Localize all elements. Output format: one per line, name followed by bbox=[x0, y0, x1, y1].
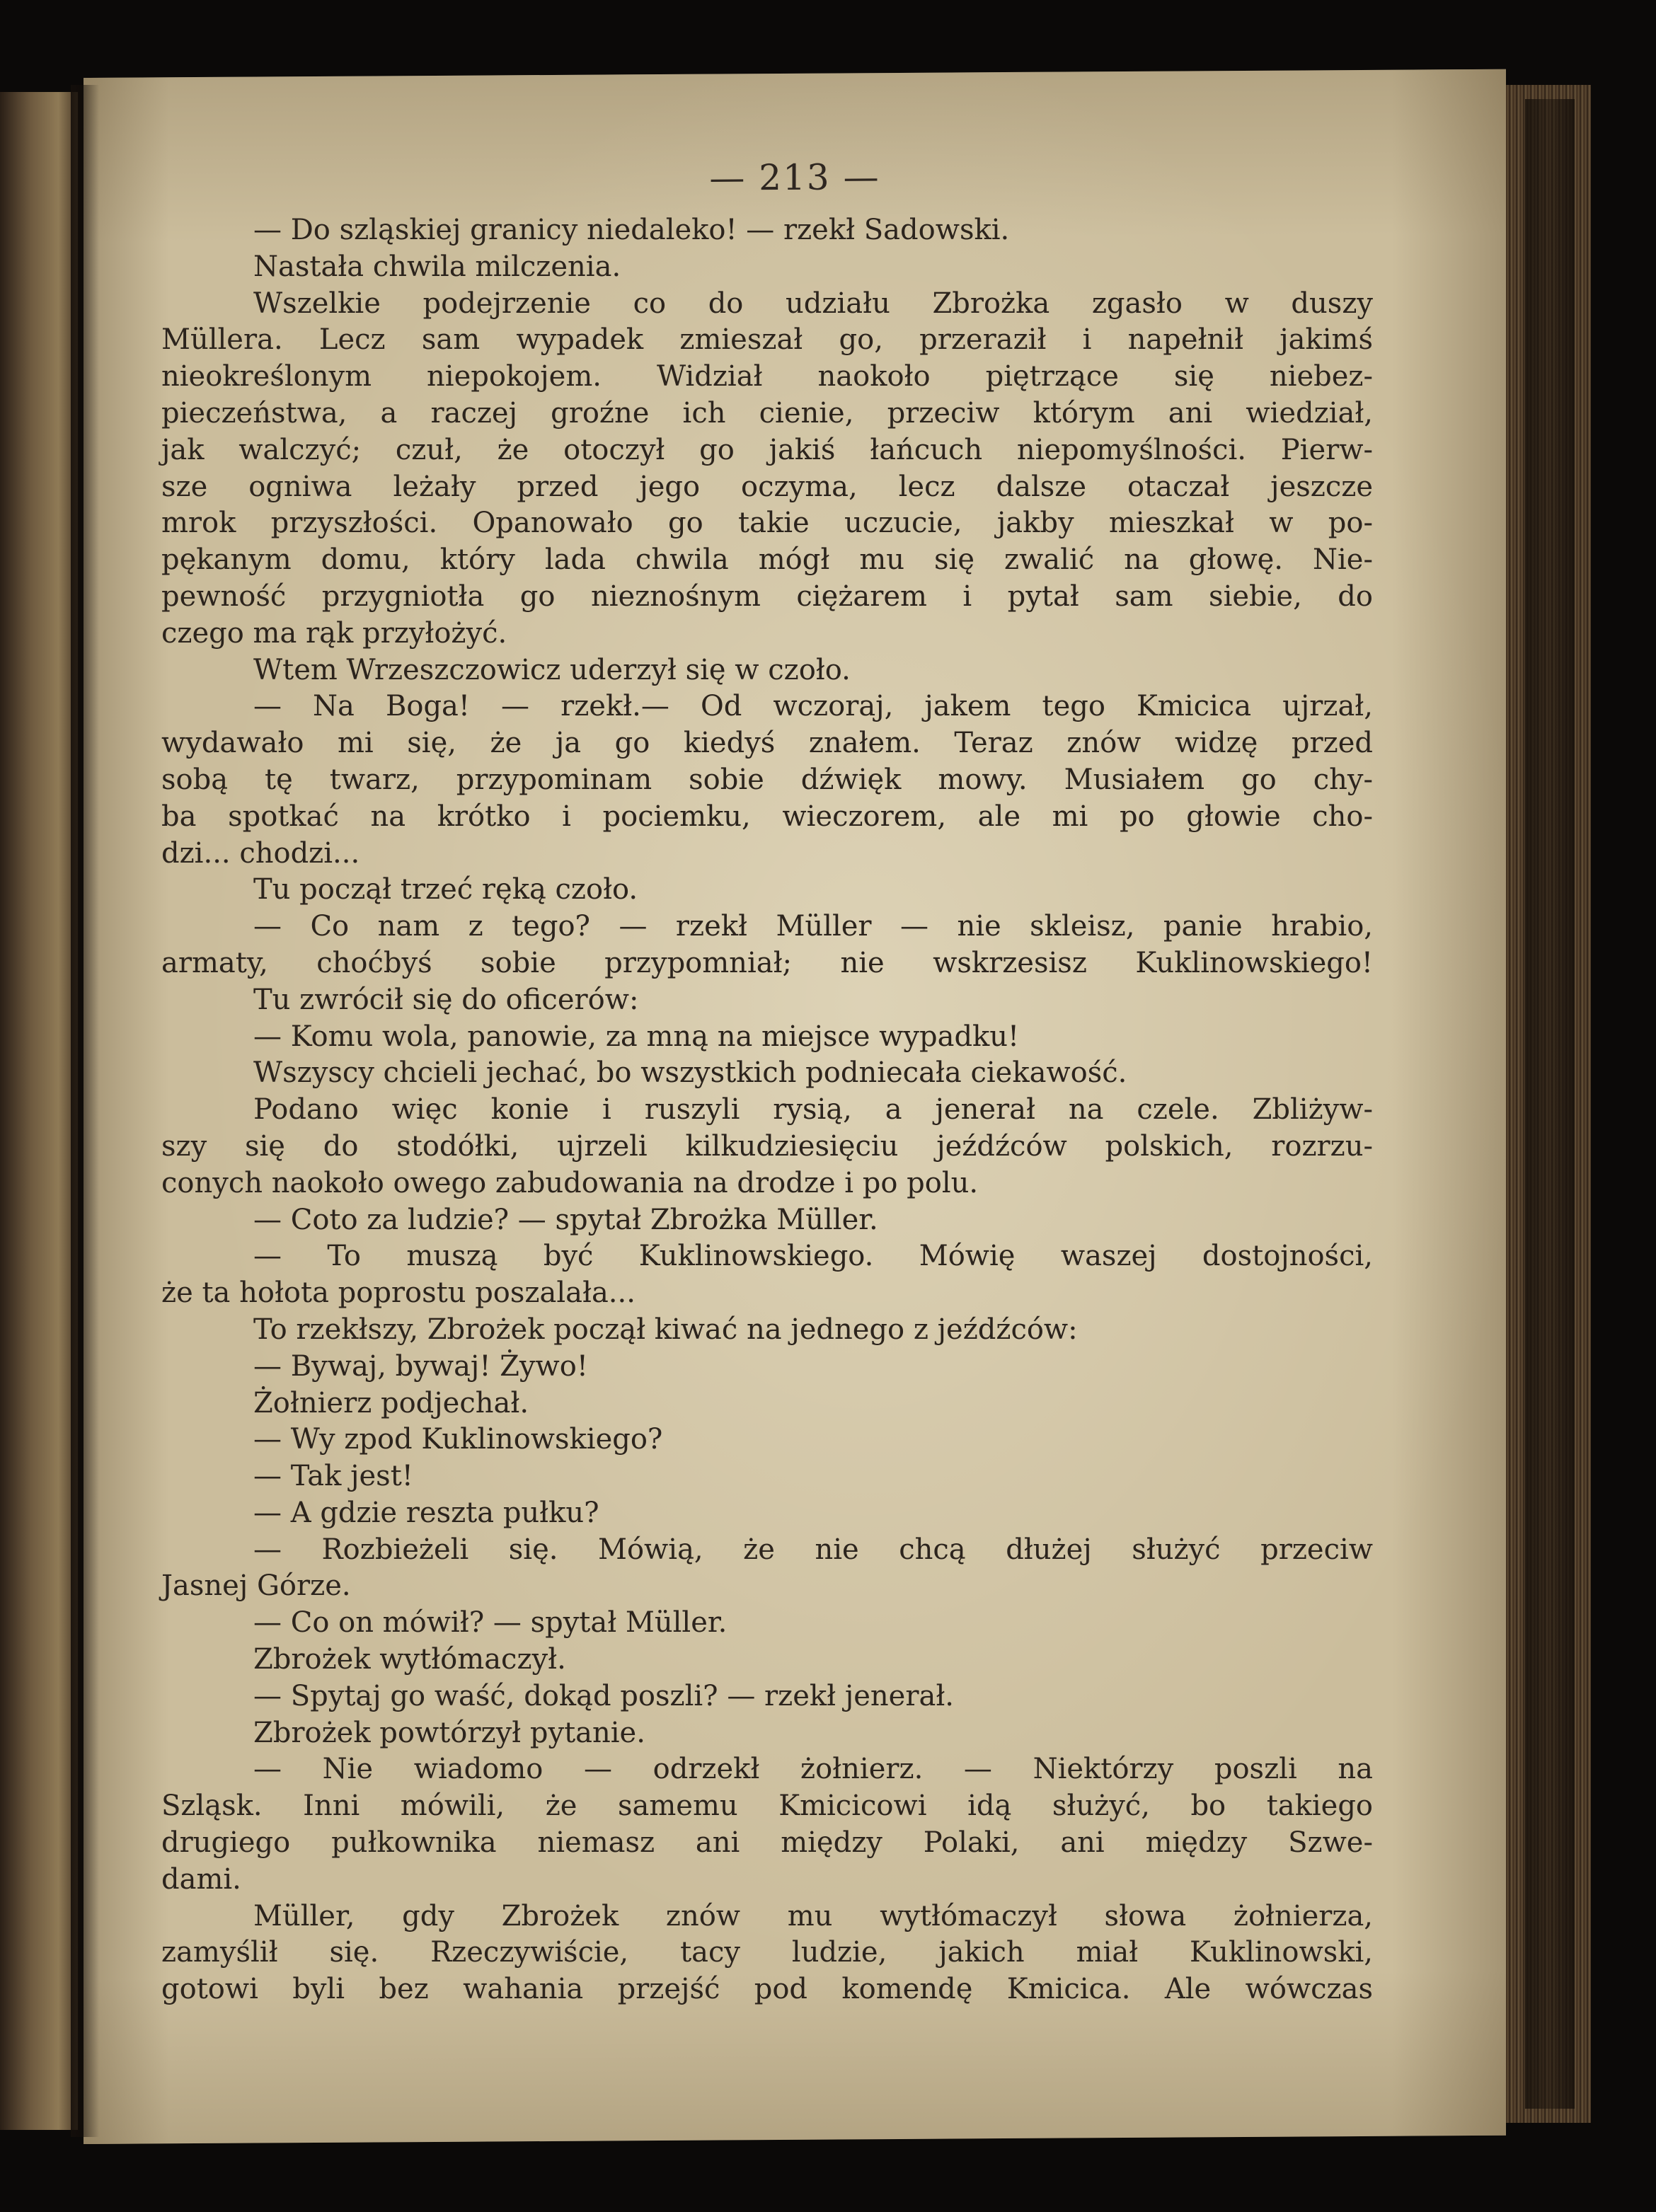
text-line: Wszelkie podejrzenie co do udziału Zbrożka zgasło w duszy bbox=[253, 287, 1373, 320]
text-line: — To muszą być Kuklinowskiego. Mówię waszej dostojności, bbox=[253, 1240, 1373, 1273]
text-line: Tu zwrócił się do oficerów: bbox=[253, 983, 639, 1016]
text-line: Jasnej Górze. bbox=[161, 1569, 351, 1603]
text-line: Müller, gdy Zbrożek znów mu wytłómaczył słowa żołnierza, bbox=[253, 1899, 1373, 1932]
page-number: — 213 — bbox=[709, 156, 880, 199]
text-line: pękanym domu, który lada chwila mógł mu się zwalić na głowę. Nie- bbox=[161, 543, 1373, 577]
text-line: — Wy zpod Kuklinowskiego? bbox=[253, 1423, 663, 1456]
text-line: — Do szląskiej granicy niedaleko! — rzekł Sadowski. bbox=[253, 214, 1010, 246]
text-line: szy się do stodółki, ujrzeli kilkudziesięciu jeźdźców polskich, rozrzu- bbox=[161, 1129, 1373, 1163]
text-line: — Komu wola, panowie, za mną na miejsce wypadku! bbox=[253, 1020, 1020, 1053]
page-text bbox=[161, 212, 1373, 2008]
book-edge-shadow bbox=[1525, 99, 1575, 2109]
text-line: nieokreślonym niepokojem. Widział naokoło piętrzące się niebez- bbox=[161, 360, 1373, 393]
text-line: — Spytaj go waść, dokąd poszli? — rzekł jenerał. bbox=[253, 1679, 954, 1712]
text-line: Żołnierz podjechał. bbox=[253, 1386, 529, 1419]
text-line: gotowi byli bez wahania przejść pod komendę Kmicica. Ale wówczas bbox=[161, 1973, 1373, 2006]
text-line: mrok przyszłości. Opanowało go takie uczucie, jakby mieszkał w po- bbox=[161, 507, 1373, 540]
text-line: zamyślił się. Rzeczywiście, tacy ludzie, jakich miał Kuklinowski, bbox=[161, 1936, 1373, 1969]
text-line: dami. bbox=[161, 1862, 241, 1896]
text-line: — Coto za ludzie? — spytał Zbrożka Müller. bbox=[253, 1203, 878, 1236]
text-line: wydawało mi się, że ja go kiedyś znałem. Teraz znów widzę przed bbox=[161, 727, 1373, 760]
text-line: Wtem Wrzeszczowicz uderzył się w czoło. bbox=[253, 653, 851, 686]
text-line: — Rozbieżeli się. Mówią, że nie chcą dłużej służyć przeciw bbox=[253, 1533, 1373, 1566]
text-line: ba spotkać na krótko i pociemku, wieczorem, ale mi po głowie cho- bbox=[161, 800, 1373, 833]
text-line: dzi... chodzi... bbox=[161, 836, 360, 870]
gutter-shadow bbox=[71, 85, 99, 2137]
text-line: — Bywaj, bywaj! Żywo! bbox=[253, 1349, 588, 1383]
text-line: Tu począł trzeć ręką czoło. bbox=[253, 873, 638, 906]
text-line: drugiego pułkownika niemasz ani między Polaki, ani między Szwe- bbox=[161, 1826, 1373, 1860]
text-line: Nastała chwila milczenia. bbox=[253, 250, 621, 283]
text-line: — Na Boga! — rzekł.— Od wczoraj, jakem tego Kmicica ujrzał, bbox=[253, 690, 1373, 723]
text-line: — Nie wiadomo — odrzekł żołnierz. — Niektórzy poszli na bbox=[253, 1753, 1373, 1786]
text-line: — A gdzie reszta pułku? bbox=[253, 1496, 599, 1529]
text-line: Podano więc konie i ruszyli rysią, a jenerał na czele. Zbliżyw- bbox=[253, 1093, 1373, 1127]
text-line: armaty, choćbyś sobie przypomniał; nie wskrzesisz Kuklinowskiego! bbox=[161, 946, 1373, 979]
text-line: conych naokoło owego zabudowania na drodze i po polu. bbox=[161, 1166, 979, 1199]
text-line: Zbrożek powtórzył pytanie. bbox=[253, 1716, 645, 1749]
text-line: że ta hołota poprostu poszalała... bbox=[161, 1277, 636, 1310]
text-line: pewność przygniotła go nieznośnym ciężarem i pytał sam siebie, do bbox=[161, 580, 1373, 613]
text-line: Müllera. Lecz sam wypadek zmieszał go, przeraził i napełnił jakimś bbox=[161, 323, 1373, 357]
text-line: Szląsk. Inni mówili, że samemu Kmicicowi idą służyć, bo takiego bbox=[161, 1790, 1373, 1823]
text-line: jak walczyć; czuł, że otoczył go jakiś łańcuch niepomyślności. Pierw- bbox=[161, 433, 1373, 466]
text-line: sze ogniwa leżały przed jego oczyma, lecz dalsze otaczał jeszcze bbox=[161, 470, 1373, 503]
text-line: Zbrożek wytłómaczył. bbox=[253, 1643, 566, 1676]
text-line: — Co on mówił? — spytał Müller. bbox=[253, 1606, 728, 1640]
text-line: Wszyscy chcieli jechać, bo wszystkich podniecała ciekawość. bbox=[253, 1056, 1127, 1090]
left-page-edge bbox=[0, 92, 78, 2130]
text-line: pieczeństwa, a raczej groźne ich cienie, przeciw którym ani wiedział, bbox=[161, 396, 1373, 430]
text-line: sobą tę twarz, przypominam sobie dźwięk mowy. Musiałem go chy- bbox=[161, 763, 1373, 796]
text-line: To rzekłszy, Zbrożek począł kiwać na jednego z jeźdźców: bbox=[253, 1313, 1078, 1346]
text-line: — Co nam z tego? — rzekł Müller — nie skleisz, panie hrabio, bbox=[253, 910, 1373, 943]
text-line: czego ma rąk przyłożyć. bbox=[161, 616, 507, 650]
text-line: — Tak jest! bbox=[253, 1460, 413, 1493]
